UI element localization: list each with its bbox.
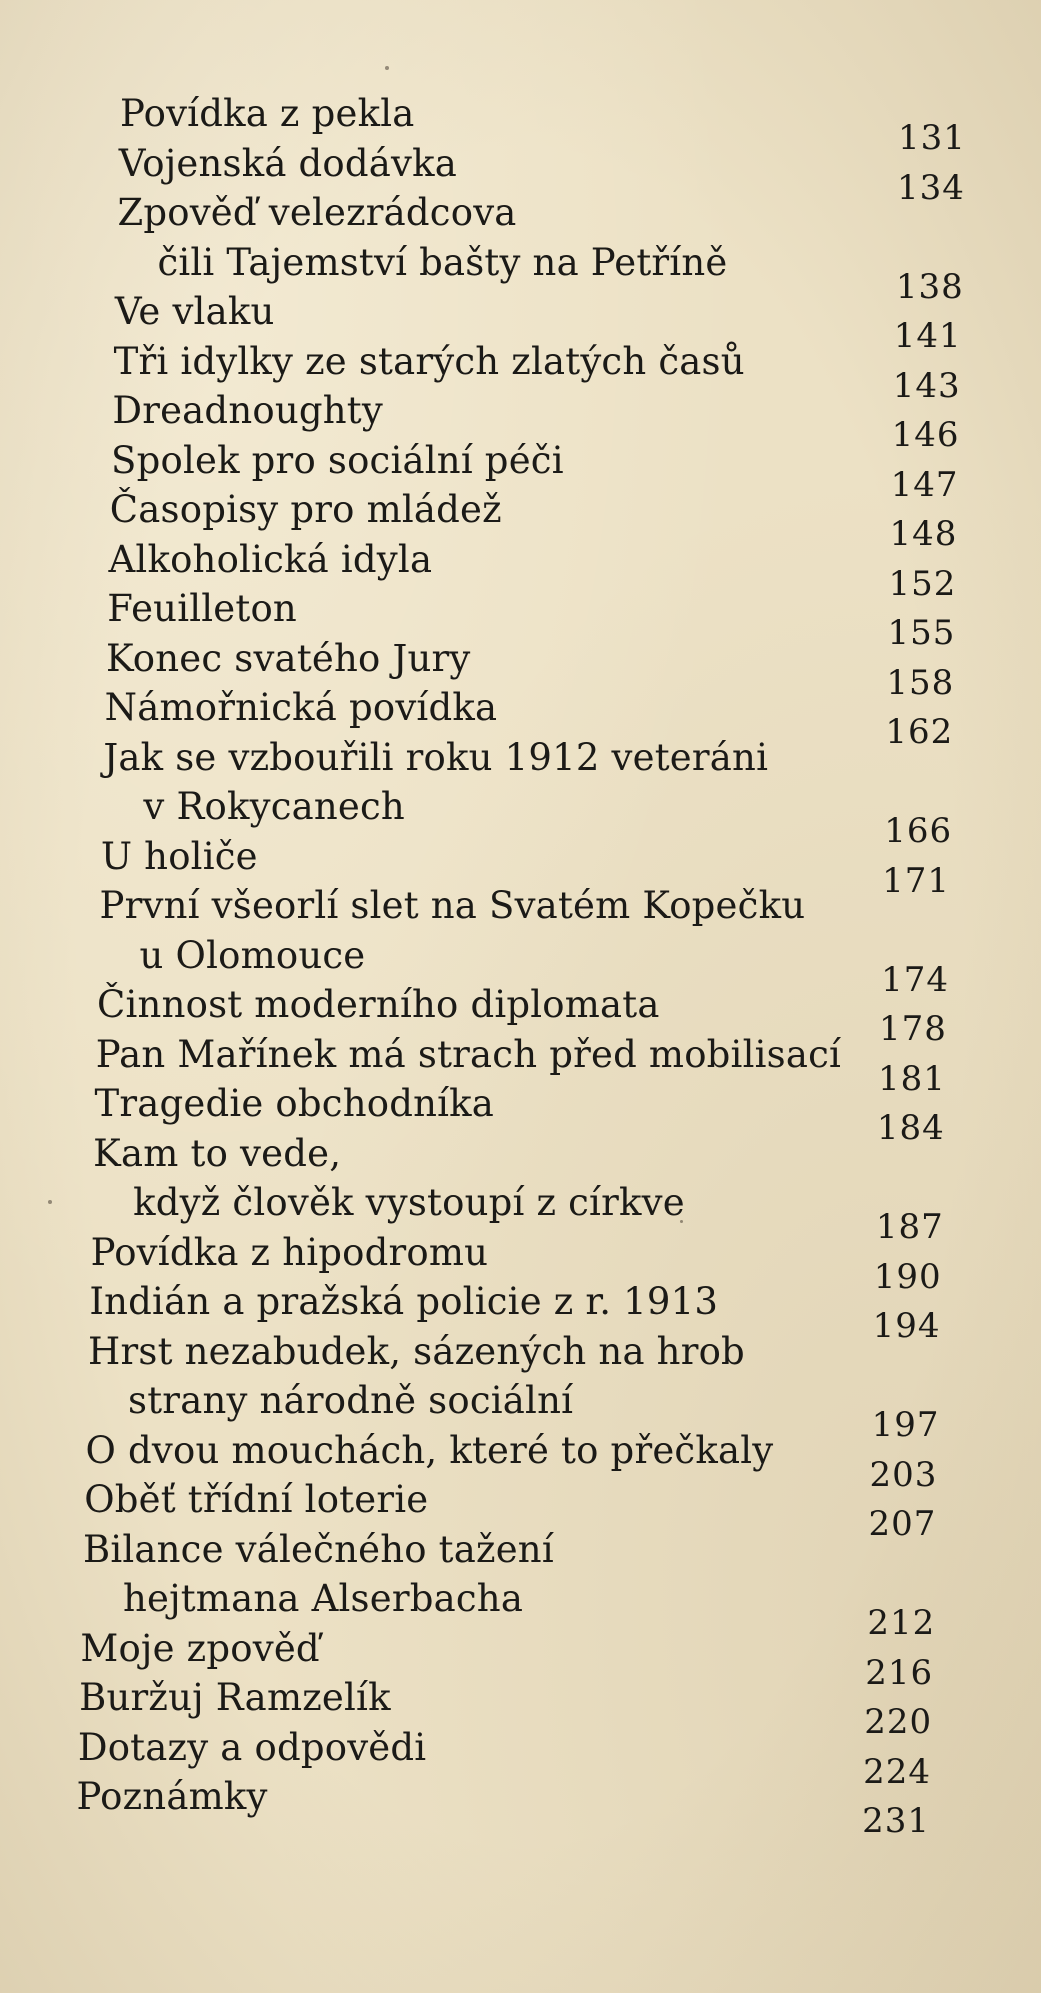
toc-page-number: 216 [865,1652,934,1693]
toc-entry-title: Časopisy pro mládež [109,488,502,531]
toc-page-number: 138 [895,266,964,307]
toc-page-number: 203 [869,1454,938,1495]
toc-page-number: 194 [872,1306,941,1346]
toc-page-number: 148 [889,514,958,554]
toc-entry-title: Povídka z hipodromu [90,1230,489,1274]
toc-entry-title: Hrst nezabudek, sázených na hrob [88,1329,745,1373]
toc-page-number: 184 [876,1108,945,1148]
toc-entry-title: Ve vlaku [114,290,275,333]
toc-page-number: 197 [871,1405,940,1445]
toc-entry-title: Konec svatého Jury [105,636,471,680]
toc-page-number: 131 [898,118,966,158]
toc-entry-title: Kam to vede, [93,1131,342,1175]
toc-page-number: 220 [864,1702,933,1742]
toc-entry-title: Zpověď velezrádcova [117,191,517,234]
toc-page-number: 146 [891,415,960,455]
toc-entry-title: Povídka z pekla [120,92,415,135]
toc-entry-title: Pan Mařínek má strach před mobilisací [95,1032,842,1076]
toc-entry-title: Námořnická povídka [104,686,498,729]
toc-entry-title: Dreadnoughty [112,389,383,432]
toc-entry-title: Dotazy a odpovědi [77,1725,427,1769]
toc-page-number: 147 [890,464,959,505]
toc-page-number: 178 [879,1009,947,1049]
toc-page-number: 231 [862,1801,931,1841]
toc-page-number: 158 [886,662,955,703]
toc-entry-title: U holiče [100,834,258,878]
toc-page-number: 162 [885,712,954,752]
toc-entry-title: Tři idylky ze starých zlatých časů [113,339,745,383]
toc-page-number: 212 [867,1603,936,1643]
toc-page-number: 174 [881,959,950,1000]
toc-entry-title: Vojenská dodávka [118,141,458,185]
toc-entry-title: čili Tajemství bašty na Petříně [157,240,728,284]
toc-entry-title: Spolek pro sociální péči [111,438,564,482]
toc-entry-title: hejtmana Alserbacha [122,1577,524,1620]
toc-entry-title: Indián a pražská policie z r. 1913 [89,1280,719,1323]
toc-page-number: 152 [888,563,957,604]
toc-page-number: 141 [893,316,962,356]
toc-entry-title: u Olomouce [139,933,366,977]
toc-entry-title: v Rokycanech [143,785,405,828]
toc-entry-title: Buržuj Ramzelík [79,1676,391,1719]
toc-entry-title: když člověk vystoupí z církve [133,1181,685,1224]
toc-entry-title: Moje zpověď [80,1626,320,1670]
toc-page-number: 166 [884,811,953,851]
toc-entry-title: O dvou mouchách, které to přečkaly [85,1428,774,1472]
toc-entry-title: Činnost moderního diplomata [97,983,660,1026]
toc-entry-title: První všeorlí slet na Svatém Kopečku [99,884,806,927]
toc-entry-title: Alkoholická idyla [108,537,433,581]
toc-entry-title: Tragedie obchodníka [94,1082,495,1125]
toc-page-number: 171 [882,860,951,901]
toc-page-number: 207 [868,1504,937,1544]
toc-entry-title: Feuilleton [107,587,297,630]
toc-page-number: 187 [875,1207,944,1247]
toc-page-number: 155 [887,613,956,653]
toc-page-number: 224 [863,1751,932,1792]
toc-page-number: 181 [877,1058,946,1099]
toc-page-number: 143 [892,365,961,406]
toc-entry-title: Jak se vzbouřili roku 1912 veteráni [103,735,769,779]
toc-entry-title: Bilance válečného tažení [82,1527,554,1571]
toc-page-number: 134 [896,167,965,208]
toc-page-number: 190 [873,1256,942,1297]
toc-entry-title: Poznámky [76,1775,268,1818]
toc-entry-title: Oběť třídní loterie [84,1478,429,1521]
toc-entry-title: strany národně sociální [128,1379,574,1422]
